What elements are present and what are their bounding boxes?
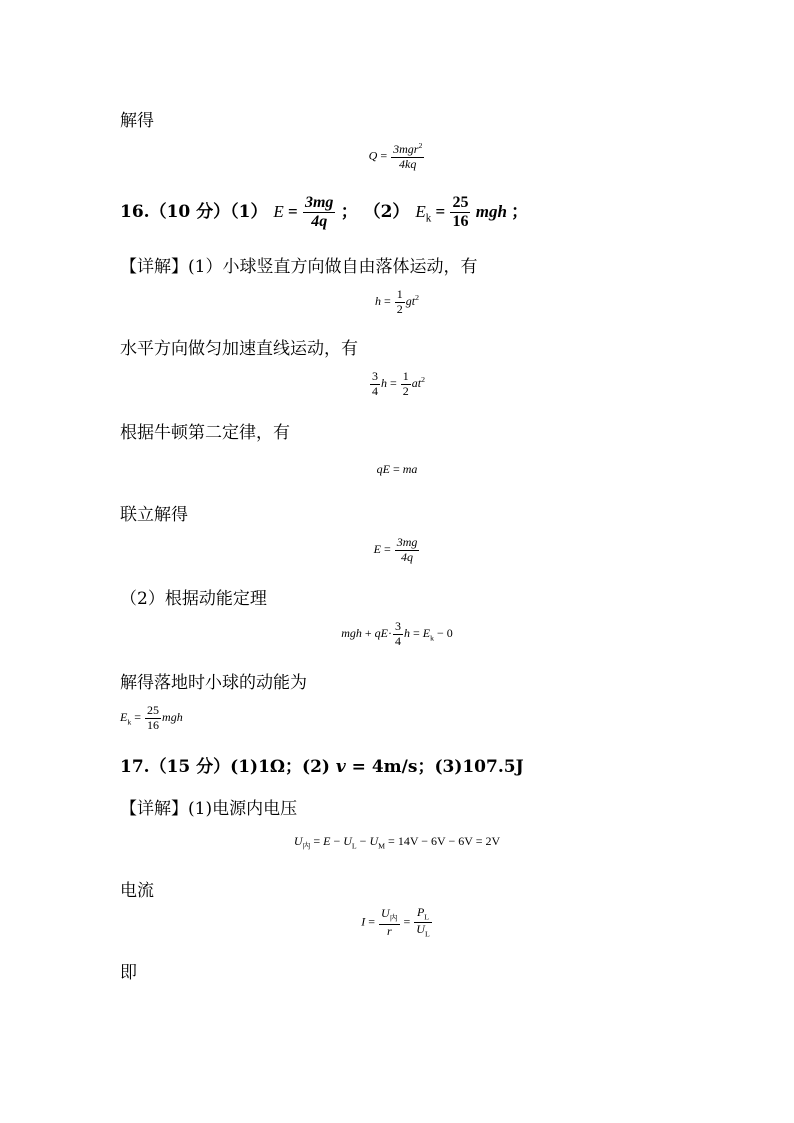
eq-16-ek: $E_k$ = $\frac{25}{16}$ mgh <box>415 194 507 231</box>
text-newton: 根据牛顿第二定律，有 <box>120 423 290 443</box>
text-internal-voltage: 【详解】(1)电源内电压 <box>120 799 298 819</box>
equation-ek-result: $E_k$ = $\frac{25}{16}$ mgh <box>120 703 183 732</box>
equation-h: h = $\frac{1}{2}$ $gt^2$ <box>374 287 420 316</box>
equation-internal-voltage: $U_内 = E - U_L - U_M = 14V - 6V - 6V = 2V$ <box>293 834 501 851</box>
text-kinetic-theorem: （2）根据动能定理 <box>120 589 267 609</box>
equation-horizontal: $\frac{3}{4}$ h = $\frac{1}{2}$ $at^2$ <box>371 369 426 398</box>
equation-work: mgh + qE· $\frac{3}{4}$ $h = E_k - 0$ <box>341 619 453 648</box>
text-namely: 即 <box>120 963 137 983</box>
eq-q-lhs: Q <box>368 148 378 163</box>
text-solve-1: 解得 <box>120 111 154 131</box>
text-detail-1: 【详解】(1）小球竖直方向做自由落体运动，有 <box>120 257 478 277</box>
equation-q: Q = $\frac{3mgr^2}{4kq}$ <box>368 141 423 171</box>
text-landing-ek: 解得落地时小球的动能为 <box>120 673 307 693</box>
eq-q-fraction: $\frac{3mgr^2}{4kq}$ <box>393 141 423 171</box>
equation-newton: qE = ma <box>376 462 418 476</box>
question-17-answer: 17.（15 分）(1)1Ω；(2) v = 4m/s；(3)107.5J <box>120 757 524 777</box>
eq-16-e: E = $\frac{3mg}{4q}$ <box>273 194 334 231</box>
text-horizontal: 水平方向做匀加速直线运动，有 <box>120 339 358 359</box>
text-current: 电流 <box>120 881 154 901</box>
equation-current: I = $\frac{U_内}{r}$ = $\frac{P_L}{U_L}$ <box>361 905 430 939</box>
question-16-answer: 16.（10 分）（1） E = $\frac{3mg}{4q}$ ； （2） $E_k$ = $\frac{25}{16}$ mgh ； <box>120 194 529 231</box>
equation-e: E = $\frac{3mg}{4q}$ <box>373 535 418 564</box>
text-combine: 联立解得 <box>120 505 188 525</box>
